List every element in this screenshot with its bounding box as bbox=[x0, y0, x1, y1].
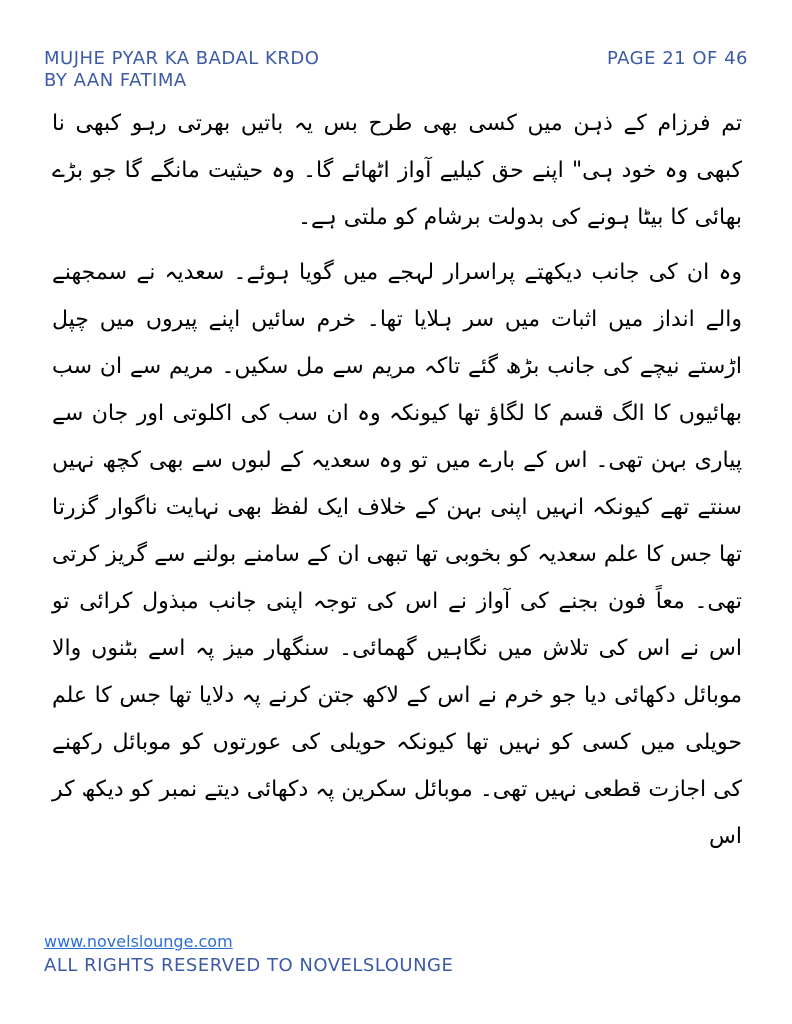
author-name: BY AAN FATIMA bbox=[44, 70, 187, 91]
paragraph-2: وہ ان کی جانب دیکھتے پراسرار لہجے میں گویا ہوئے۔ سعدیہ نے سمجھنے والے انداز میں اثبات میں سر ہلایا تھا۔ خرم سائیں اپنے پیروں میں چپل اڑستے نیچے کی جانب بڑھ گئے تاکہ مریم سے مل سکیں۔ مریم سے ان سب بھائیوں کا الگ قسم کا لگاؤ تھا کیونکہ وہ ان سب کی اکلوتی اور جان سے پیاری بہن تھی۔ اس کے بارے میں تو وہ سعدیہ کے لبوں سے بھی کچھ نہیں سنتے تھے کیونکہ انہیں اپنی بہن کے خلاف ایک لفظ بھی نہایت ناگوار گزرتا تھا جس کا علم سعدیہ کو بخوبی تھا تبھی ان کے سامنے بولنے سے گریز کرتی تھی۔ معاً فون بجنے کی آواز نے اس کی توجہ اپنی جانب مبذول کرائی تو اس نے اس کی تلاش میں نگاہیں گھمائی۔ سنگھار میز پہ اسے بٹنوں والا موبائل دکھائی دیا جو خرم نے اس کے لاکھ جتن کرنے پہ دلایا تھا جس کا علم حویلی میں کسی کو نہیں تھا کیونکہ حویلی کی عورتوں کو موبائل رکھنے کی اجازت قطعی نہیں تھی۔ موبائل سکرین پہ دکھائی دیتے نمبر کو دیکھ کر اس bbox=[52, 260, 742, 849]
page-footer bbox=[44, 932, 453, 978]
novel-body-text bbox=[52, 100, 742, 868]
page-header bbox=[44, 48, 748, 92]
page-number: PAGE 21 OF 46 bbox=[606, 48, 748, 69]
novel-title: MUJHE PYAR KA BADAL KRDO bbox=[44, 48, 320, 69]
website-link[interactable]: www.novelslounge.com bbox=[44, 932, 233, 951]
paragraph-1: تم فرزام کے ذہن میں کسی بھی طرح بس یہ باتیں بھرتی رہو کبھی نا کبھی وہ خود ہی" اپنے حق کیلیے آواز اٹھائے گا۔ وہ حیثیت مانگے گا جو بڑے بھائی کا بیٹا ہونے کی بدولت برشام کو ملتی ہے۔ bbox=[52, 111, 742, 230]
copyright-notice: ALL RIGHTS RESERVED TO NOVELSLOUNGE bbox=[44, 955, 454, 976]
